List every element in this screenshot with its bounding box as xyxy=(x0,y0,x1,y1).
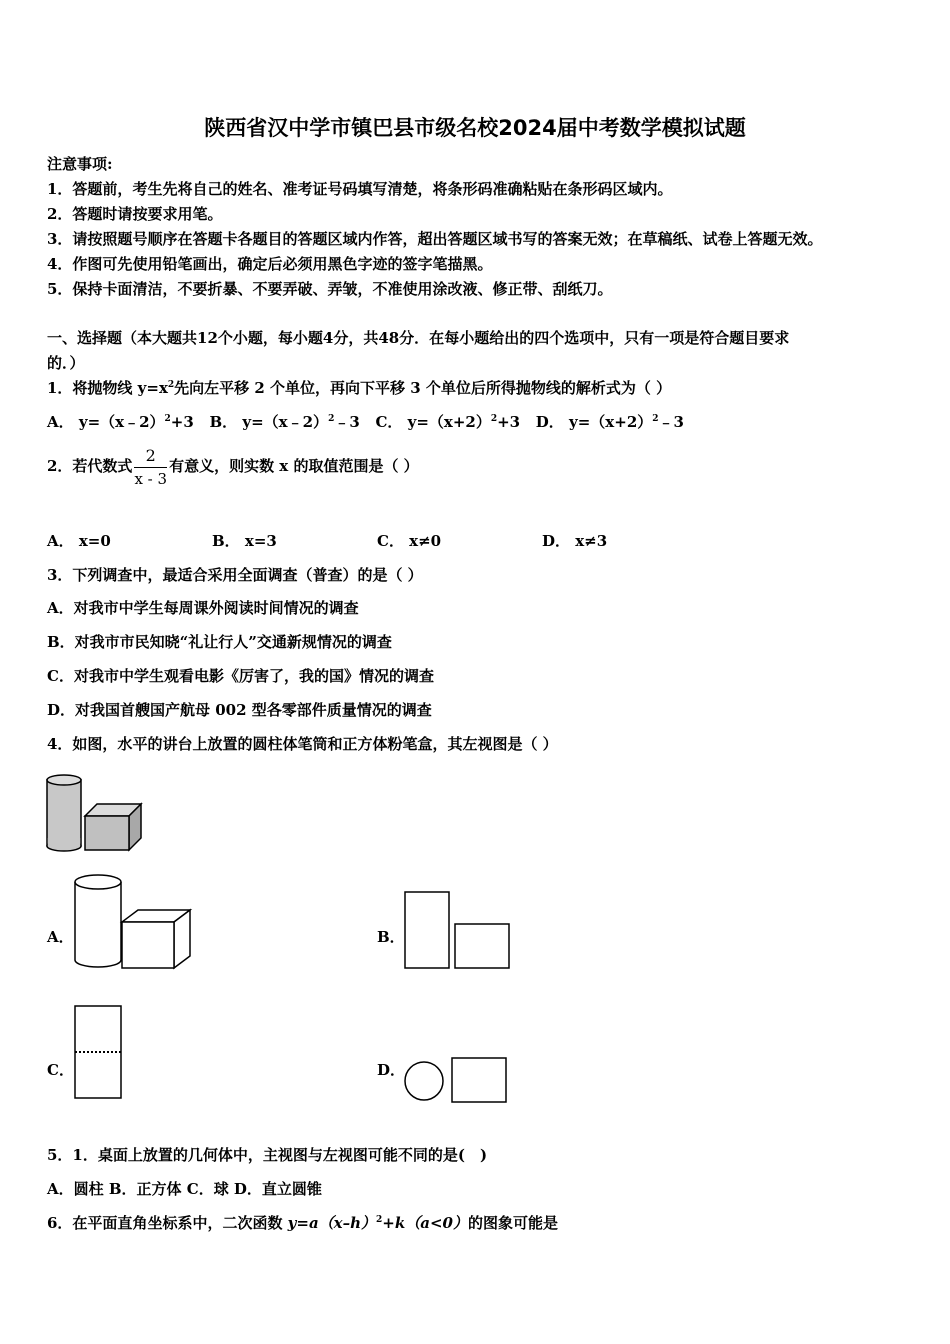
notice-heading: 注意事项: xyxy=(47,155,113,173)
q2-option-b: B． x=3 xyxy=(212,532,277,550)
q4-main-figure xyxy=(44,772,144,854)
q1-option-a-tail: +3 xyxy=(170,413,194,431)
page-title: 陕西省汉中学市镇巴县市级名校2024届中考数学模拟试题 xyxy=(204,116,746,140)
q1-option-c xyxy=(375,413,520,431)
notice-item-5: 5．保持卡面清洁，不要折暴、不要弄破、弄皱，不准使用涂改液、修正带、刮纸刀。 xyxy=(47,280,613,298)
q1-option-b xyxy=(209,413,359,431)
notice-item-3: 3．请按照题号顺序在答题卡各题目的答题区域内作答，超出答题区域书写的答案无效；在草稿纸、试卷上答题无效。 xyxy=(47,230,823,248)
q2-stem-part-b: 有意义，则实数 x 的取值范围是（ ） xyxy=(169,457,419,475)
q3-option-a: A．对我市中学生每周课外阅读时间情况的调查 xyxy=(47,599,359,617)
q3-option-d: D．对我国首艘国产航母 002 型各零部件质量情况的调查 xyxy=(47,701,432,719)
q1-stem-exponent: 2 xyxy=(167,380,175,390)
section-heading-line1: 一、选择题（本大题共12个小题，每小题4分，共48分．在每小题给出的四个选项中，只有一项是符合题目要求 xyxy=(47,329,790,347)
question-6-stem xyxy=(47,1212,558,1233)
q6-stem-part-a: 6．在平面直角坐标系中，二次函数 xyxy=(47,1214,288,1232)
q2-stem-part-a: 2．若代数式 xyxy=(47,457,133,475)
q1-option-d-tail: ﹣3 xyxy=(658,413,684,431)
q1-option-b-text: B． y=（x﹣2） xyxy=(209,413,329,431)
q6-stem-exponent: 2 xyxy=(376,1215,383,1225)
q1-option-d-exponent: 2 xyxy=(652,414,659,424)
q1-option-b-exponent: 2 xyxy=(328,414,335,424)
q1-option-c-text: C． y=（x+2） xyxy=(375,413,491,431)
q3-option-c: C．对我市中学生观看电影《厉害了，我的国》情况的调查 xyxy=(47,667,434,685)
q2-option-d: D． x≠3 xyxy=(542,532,608,550)
section-heading-line2: 的．） xyxy=(47,354,85,372)
q5-options: A．圆柱 B．正方体 C．球 D．直立圆锥 xyxy=(47,1180,322,1198)
question-2-stem xyxy=(47,446,419,488)
notice-item-4: 4．作图可先使用铅笔画出，确定后必须用黑色字迹的签字笔描黑。 xyxy=(47,255,493,273)
q4-option-c-label: C． xyxy=(47,1061,74,1079)
notice-item-2: 2．答题时请按要求用笔。 xyxy=(47,205,223,223)
q1-option-c-exponent: 2 xyxy=(490,414,498,424)
question-4-stem: 4．如图，水平的讲台上放置的圆柱体笔筒和正方体粉笔盒，其左视图是（ ） xyxy=(47,735,558,753)
q2-option-c: C． x≠0 xyxy=(377,532,442,550)
notice-item-1: 1．答题前，考生先将自己的姓名、准考证号码填写清楚，将条形码准确粘贴在条形码区域内。 xyxy=(47,180,673,198)
q1-option-a-text: A． y=（x﹣2） xyxy=(47,413,165,431)
q4-option-a-figure xyxy=(72,872,194,972)
q6-stem-formula-tail: +k（a<0） xyxy=(382,1214,468,1232)
q2-fraction xyxy=(134,446,167,488)
question-5-stem: 5．1．桌面上放置的几何体中，主视图与左视图可能不同的是( ) xyxy=(47,1146,488,1164)
question-1-options xyxy=(47,411,684,432)
question-1-stem xyxy=(47,377,671,398)
q2-option-a: A． x=0 xyxy=(47,532,111,550)
q1-stem-part-b: 先向左平移 2 个单位，再向下平移 3 个单位后所得抛物线的解析式为（ ） xyxy=(174,379,672,397)
q4-option-d-figure xyxy=(403,1054,513,1106)
q4-option-b-label: B． xyxy=(377,928,405,946)
q6-stem-part-d: 的图象可能是 xyxy=(467,1214,558,1232)
q2-fraction-denominator: x - 3 xyxy=(134,470,168,488)
q1-option-a xyxy=(47,413,194,431)
question-3-stem: 3．下列调查中，最适合采用全面调查（普查）的是（ ） xyxy=(47,566,423,584)
q1-stem-part-a: 1．将抛物线 y=x xyxy=(47,379,168,397)
q4-option-c-figure xyxy=(73,1004,125,1102)
q4-option-b-figure xyxy=(403,890,513,972)
q4-option-a-label: A． xyxy=(47,928,74,946)
q1-option-c-tail: +3 xyxy=(497,413,521,431)
q4-option-d-label: D． xyxy=(377,1061,406,1079)
q2-fraction-numerator: 2 xyxy=(134,446,167,468)
q1-option-b-tail: ﹣3 xyxy=(334,413,360,431)
q3-option-b: B．对我市市民知晓“礼让行人”交通新规情况的调查 xyxy=(47,633,392,651)
q6-stem-formula: y=a（x–h） xyxy=(287,1214,377,1232)
q1-option-a-exponent: 2 xyxy=(164,414,171,424)
q1-option-d-text: D． y=（x+2） xyxy=(535,413,653,431)
q1-option-d xyxy=(536,413,684,431)
